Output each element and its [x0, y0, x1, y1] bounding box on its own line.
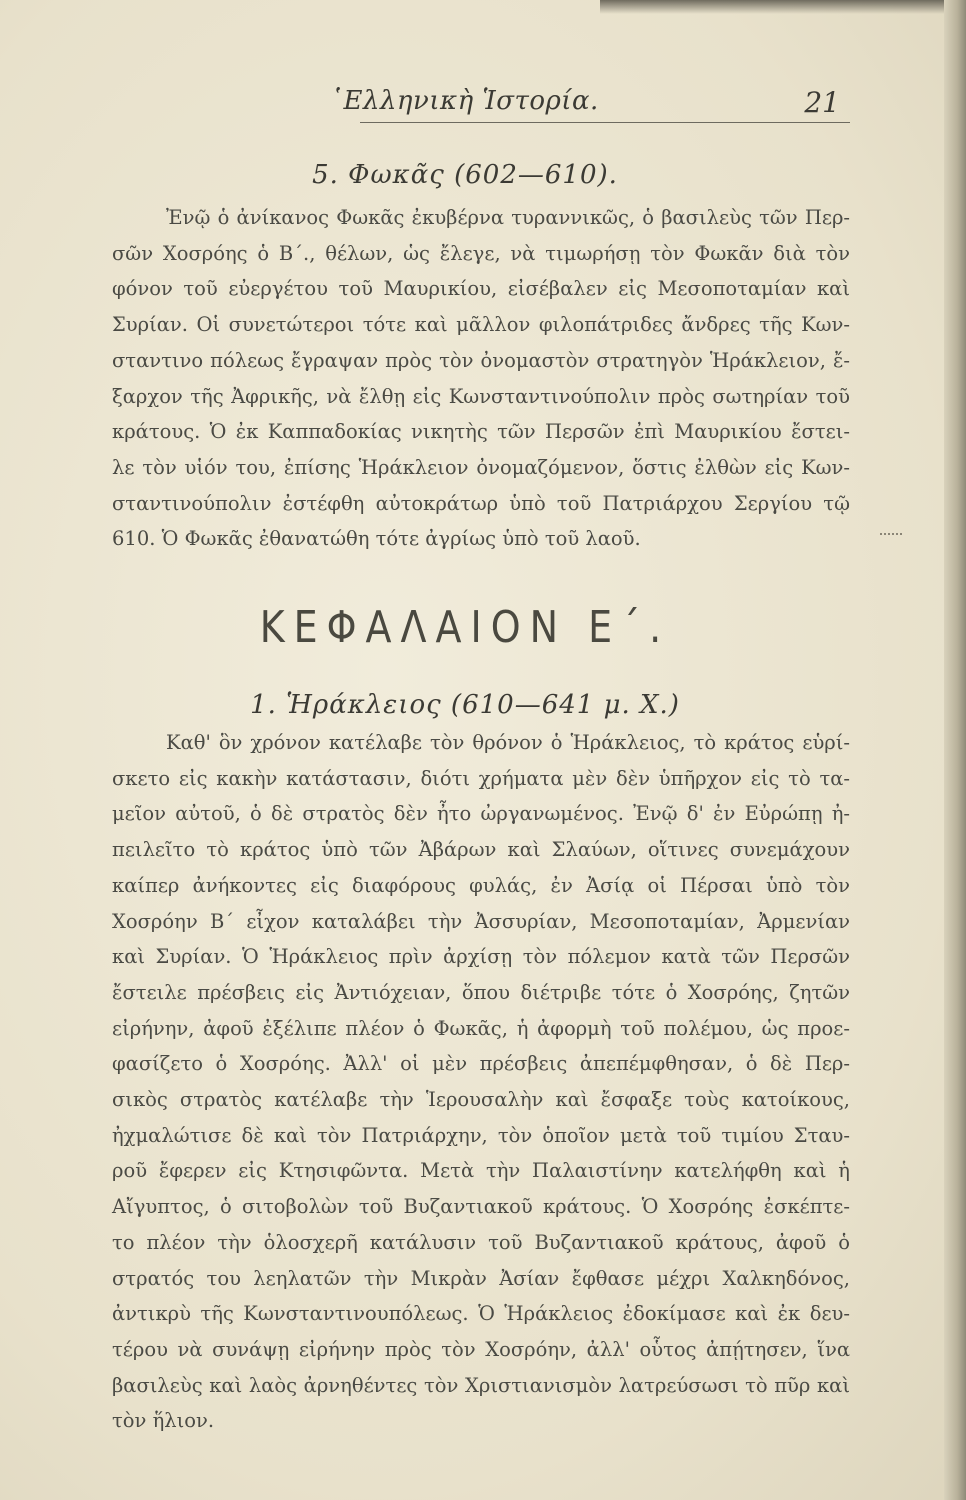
text-line: καὶ Συρίαν. Ὁ Ἡράκλειος πρὶν ἀρχίσῃ τὸν πόλεμον κατὰ τῶν Περσῶν — [112, 945, 850, 969]
book-spine — [944, 0, 966, 1500]
page-number: 21 — [804, 86, 840, 119]
text-line: Αἴγυπτος, ὁ σιτοβολὼν τοῦ Βυζαντιακοῦ κράτους. Ὁ Χοσρόης ἐσκέπτε- — [112, 1195, 850, 1219]
text-line: ἀντικρὺ τῆς Κωνσταντινουπόλεως. Ὁ Ἡράκλειος ἐδοκίμασε καὶ ἐκ δευ- — [112, 1302, 850, 1326]
text-line: Συρίαν. Οἱ συνετώτεροι τότε καὶ μᾶλλον φιλοπάτριδες ἄνδρες τῆς Κων- — [112, 313, 850, 337]
text-line: πειλεῖτο τὸ κράτος ὑπὸ τῶν Ἀβάρων καὶ Σλαύων, οἵτινες συνεμάχουν — [112, 838, 850, 862]
text-line: σταντινούπολιν ἐστέφθη αὐτοκράτωρ ὑπὸ τοῦ Πατριάρχου Σεργίου τῷ — [112, 491, 850, 515]
section-title-phocas: 5. Φωκᾶς (602—610). — [312, 160, 618, 190]
text-line: σῶν Χοσρόης ὁ Β΄., θέλων, ὡς ἔλεγε, νὰ τιμωρήσῃ τὸν Φωκᾶν διὰ τὸν — [112, 241, 850, 265]
text-line: ροῦ ἔφερεν εἰς Κτησιφῶντα. Μετὰ τὴν Παλαιστίνην κατελήφθη καὶ ἡ — [112, 1159, 850, 1183]
text-line: κράτους. Ὁ ἐκ Καππαδοκίας νικητὴς τῶν Περσῶν ἐπὶ Μαυρικίου ἔστει- — [112, 420, 850, 444]
text-line: τέρου νὰ συνάψῃ εἰρήνην πρὸς τὸν Χοσρόην, ἀλλ' οὗτος ἀπῄτησεν, ἵνα — [112, 1337, 850, 1361]
text-line: ξαρχον τῆς Ἀφρικῆς, νὰ ἔλθῃ εἰς Κωνσταντινούπολιν πρὸς σωτηρίαν τοῦ — [112, 384, 850, 408]
page-shadow — [600, 0, 966, 14]
text-line: ἠχμαλώτισε δὲ καὶ τὸν Πατριάρχην, τὸν ὁποῖον μετὰ τοῦ τιμίου Σταυ- — [112, 1123, 850, 1147]
text-line: σικὸς στρατὸς κατέλαβε τὴν Ἱερουσαλὴν καὶ ἔσφαξε τοὺς κατοίκους, — [112, 1088, 850, 1112]
text-line: Ἐνῷ ὁ ἀνίκανος Φωκᾶς ἐκυβέρνα τυραννικῶς, ὁ βασιλεὺς τῶν Περ- — [166, 206, 850, 229]
paragraph-heraclius — [112, 725, 850, 1439]
text-line: φόνον τοῦ εὐεργέτου τοῦ Μαυρικίου, εἰσέβαλεν εἰς Μεσοποταμίαν καὶ — [112, 277, 850, 301]
text-line: το πλέον τὴν ὁλοσχερῆ κατάλυσιν τοῦ Βυζαντιακοῦ κράτους, ἀφοῦ ὁ — [112, 1230, 850, 1254]
text-line: τὸν ἥλιον. — [112, 1409, 215, 1433]
text-line: σταντινο πόλεως ἔγραψαν πρὸς τὸν ὀνομαστὸν στρατηγὸν Ἡράκλειον, ἔ- — [112, 348, 850, 372]
text-line: 610. Ὁ Φωκᾶς ἐθανατώθη τότε ἀγρίως ὑπὸ τοῦ λαοῦ. — [112, 527, 641, 551]
text-line: εἰρήνην, ἀφοῦ ἐξέλιπε πλέον ὁ Φωκᾶς, ἡ ἀφορμὴ τοῦ πολέμου, ὡς προε- — [112, 1016, 850, 1040]
section-title-heraclius: 1. Ἡράκλειος (610—641 μ. Χ.) — [250, 690, 680, 720]
text-line: φασίζετο ὁ Χοσρόης. Ἀλλ' οἱ μὲν πρέσβεις ἀπεπέμφθησαν, ὁ δὲ Περ- — [112, 1052, 850, 1076]
chapter-heading: ΚΕΦΑΛΑΙΟΝ Ε΄. — [259, 601, 671, 653]
text-line: ἔστειλε πρέσβεις εἰς Ἀντιόχειαν, ὅπου διέτριβε τότε ὁ Χοσρόης, ζητῶν — [112, 980, 850, 1004]
text-line: μεῖον αὐτοῦ, ὁ δὲ στρατὸς δὲν ἦτο ὠργανωμένος. Ἐνῷ δ' ἐν Εὐρώπῃ ἠ- — [112, 802, 850, 826]
text-line: στρατός του λεηλατῶν τὴν Μικρὰν Ἀσίαν ἔφθασε μέχρι Χαλκηδόνος, — [112, 1266, 850, 1290]
text-line: καίπερ ἀνήκοντες εἰς διαφόρους φυλάς, ἐν Ἀσίᾳ οἱ Πέρσαι ὑπὸ τὸν — [112, 873, 850, 897]
text-line: λε τὸν υἱόν του, ἐπίσης Ἡράκλειον ὀνομαζόμενον, ὅστις ἐλθὼν εἰς Κων- — [112, 455, 850, 479]
paragraph-phocas — [112, 200, 850, 557]
text-line: βασιλεὺς καὶ λαὸς ἀρνηθέντες τὸν Χριστιανισμὸν λατρεύσωσι τὸ πῦρ καὶ — [112, 1373, 850, 1397]
text-line: Χοσρόην Β΄ εἶχον καταλάβει τὴν Ἀσσυρίαν, Μεσοποταμίαν, Ἀρμενίαν — [112, 909, 850, 933]
text-line: Καθ' ὃν χρόνον κατέλαβε τὸν θρόνον ὁ Ἡράκλειος, τὸ κράτος εὑρί- — [166, 731, 850, 754]
page-header — [80, 86, 840, 122]
header-rule — [360, 122, 850, 123]
margin-mark — [880, 533, 902, 537]
text-line: σκετο εἰς κακὴν κατάστασιν, διότι χρήματα μὲν δὲν ὑπῆρχον εἰς τὸ τα- — [112, 766, 850, 790]
running-title: ῾Ελληνικὴ Ἱστορία. — [330, 86, 599, 116]
